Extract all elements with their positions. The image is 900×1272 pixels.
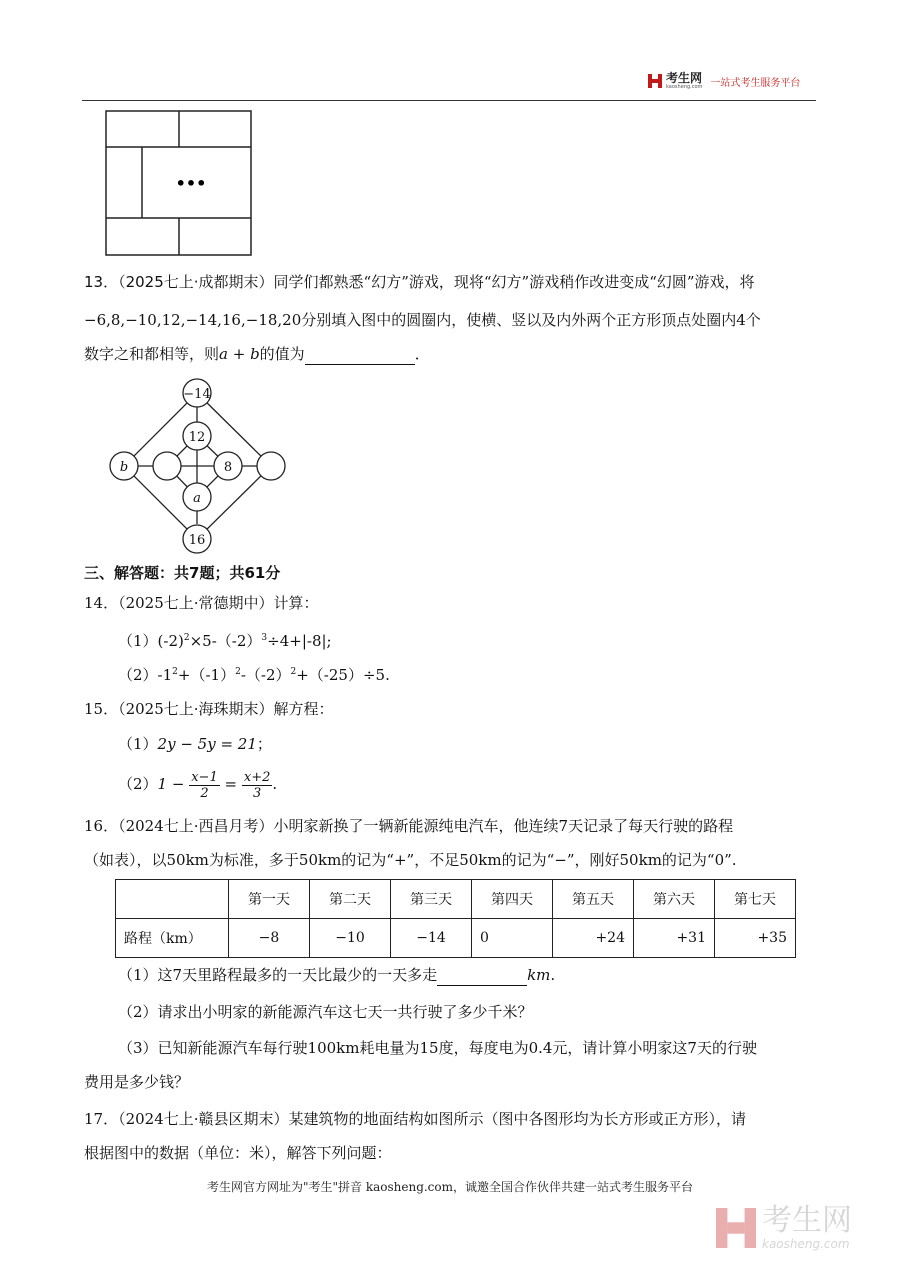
q14-part1: [118, 627, 332, 652]
q14-p1-a: （1）(-2): [118, 632, 184, 650]
kaosheng-logo-icon: [648, 74, 662, 88]
q16-part1: [118, 964, 555, 986]
table-header-cell: [116, 880, 229, 919]
ellipsis-dots: •••: [175, 174, 207, 193]
table-header-cell: 第二天: [310, 880, 391, 919]
q14-stem-text: 计算：: [273, 594, 319, 612]
q15-p2-eq: =: [224, 775, 238, 793]
q14-p1-sup1: 2: [183, 633, 190, 643]
table-row-label: 路程（km）: [116, 919, 229, 958]
q15-f1-den: 2: [200, 785, 209, 801]
circle-bottom: 16: [188, 533, 206, 548]
table-cell: +31: [634, 919, 715, 958]
q16-p1-unit: km: [527, 966, 551, 984]
q16-part3-line1: （3）已知新能源汽车每行驶100km耗电量为15度，每度电为0.4元，请计算小明家这7天的行驶: [118, 1039, 757, 1057]
header-divider: [82, 100, 816, 101]
q14-p2-sup3: 2: [290, 667, 297, 677]
page-footer: 考生网官方网址为"考生"拼音 kaosheng.com，诚邀全国合作伙伴共建一站式考生服务平台: [206, 1180, 694, 1194]
logo-text-block: [666, 72, 702, 90]
table-cell: −14: [391, 919, 472, 958]
q14-p2-sup1: 2: [172, 667, 178, 677]
q15-fraction-1: [189, 770, 220, 801]
watermark-en: kaosheng.com: [762, 1237, 850, 1251]
q14-p2-c: -（-2）: [240, 666, 291, 684]
table-cell: +35: [715, 919, 796, 958]
q15-p1-label: （1）: [118, 735, 158, 753]
q15-p2-label: （2）: [118, 775, 158, 793]
table-header-cell: 第三天: [391, 880, 472, 919]
table-header-cell: 第一天: [229, 880, 310, 919]
circle-inner-bottom-a: a: [193, 491, 201, 506]
table-header-cell: 第六天: [634, 880, 715, 919]
q16-line2: （如表），以50km为标准，多于50km的记为“+”，不足50km的记为“−”，刚好50km的记为“0”.: [84, 851, 737, 869]
q14-p2-b: +（-1）: [177, 666, 236, 684]
q17-line1: [84, 1108, 746, 1130]
q15-p2-lead: 1 −: [157, 775, 185, 793]
q14-p2-d: +（-25）÷5.: [296, 666, 390, 684]
table-header-row: [116, 880, 796, 919]
q15-source: 15．（2025七上·海珠期末）: [84, 700, 274, 718]
logo-en: kaosheng.com: [666, 84, 703, 90]
q14-part2: [118, 661, 390, 686]
logo-cn: 考生网: [666, 71, 703, 85]
q16-line1: [84, 815, 733, 837]
q13-answer-blank: [305, 348, 415, 365]
q13-line1: [84, 271, 755, 293]
section3-title: 三、解答题：共7题；共61分: [84, 564, 281, 582]
q17-source: 17．（2024七上·赣县区期末）: [84, 1110, 289, 1128]
brick-pattern-figure: [105, 110, 253, 256]
q13-text1: 同学们都熟悉“幻方”游戏，现将“幻方”游戏稍作改进变成“幻圆”游戏，将: [273, 273, 755, 291]
q14-source: 14．（2025七上·常德期中）: [84, 594, 274, 612]
circle-inner-right: 8: [223, 460, 233, 475]
q16-p1-text: （1）这7天里路程最多的一天比最少的一天多走: [118, 966, 438, 984]
q15-f2-den: 3: [252, 785, 262, 801]
q16-p1-end: .: [550, 966, 556, 984]
circle-left-b: b: [119, 460, 129, 475]
q13-text3b: 的值为: [259, 345, 305, 363]
q15-f2-num: x+2: [243, 769, 271, 785]
q16-part3-line2: 费用是多少钱？: [84, 1073, 190, 1091]
watermark-cn: 考生网: [762, 1203, 852, 1238]
watermark-logo-icon: [716, 1206, 756, 1250]
q16-answer-blank: [437, 969, 527, 986]
q15-part1: [118, 733, 272, 755]
q14-p2-a: （2）-1: [118, 666, 173, 684]
q14-p1-c: ÷4+|-8|;: [267, 632, 332, 650]
q15-part2: [118, 766, 277, 802]
q16-part2: （2）请求出小明家的新能源汽车这七天一共行驶了多少千米？: [118, 1003, 533, 1021]
q15-fraction-2: [242, 770, 273, 801]
q14-stem: [84, 592, 319, 614]
q15-p1-equation: 2y − 5y = 21: [157, 735, 257, 753]
watermark-text: [762, 1205, 852, 1251]
table-row: [116, 919, 796, 958]
table-cell: +24: [553, 919, 634, 958]
q13-end: ．: [414, 345, 430, 363]
circle-inner-top: 12: [188, 430, 206, 445]
q15-p1-end: ；: [256, 735, 272, 753]
table-header-cell: 第七天: [715, 880, 796, 919]
table-header-cell: 第四天: [472, 880, 553, 919]
q13-line2: −6,8,−10,12,−14,16,−18,20分别填入图中的圆圈内，使横、竖以及内外两个正方形顶点处圈内4个: [84, 311, 761, 329]
q15-stem: [84, 698, 334, 720]
table-header-cell: 第五天: [553, 880, 634, 919]
table-cell: −10: [310, 919, 391, 958]
table-cell: 0: [472, 919, 553, 958]
header-slogan: 一站式考生服务平台: [710, 77, 801, 89]
table-cell: −8: [229, 919, 310, 958]
q13-text3a: 数字之和都相等，则: [84, 345, 220, 363]
q14-p1-sup2: 3: [261, 633, 268, 643]
watermark: [716, 1205, 852, 1251]
q14-p1-b: ×5-（-2）: [189, 632, 262, 650]
header-logo: [648, 72, 800, 90]
q16-source: 16．（2024七上·西昌月考）: [84, 817, 274, 835]
q15-p2-end: .: [272, 775, 278, 793]
mileage-table: [115, 879, 796, 958]
q14-p2-sup2: 2: [235, 667, 241, 677]
q16-text1: 小明家新换了一辆新能源纯电汽车，他连续7天记录了每天行驶的路程: [273, 817, 734, 835]
q17-text1: 某建筑物的地面结构如图所示（图中各图形均为长方形或正方形），请: [288, 1110, 747, 1128]
q13-line3: [84, 343, 430, 365]
q17-line2: 根据图中的数据（单位：米），解答下列问题：: [84, 1144, 392, 1162]
q15-f1-num: x−1: [191, 769, 218, 785]
circle-top: −14: [183, 387, 211, 402]
q15-stem-text: 解方程：: [273, 700, 334, 718]
q13-expr: a + b: [219, 345, 260, 363]
magic-circle-figure: [104, 376, 292, 556]
q13-source: 13．（2025七上·成都期末）: [84, 273, 274, 291]
